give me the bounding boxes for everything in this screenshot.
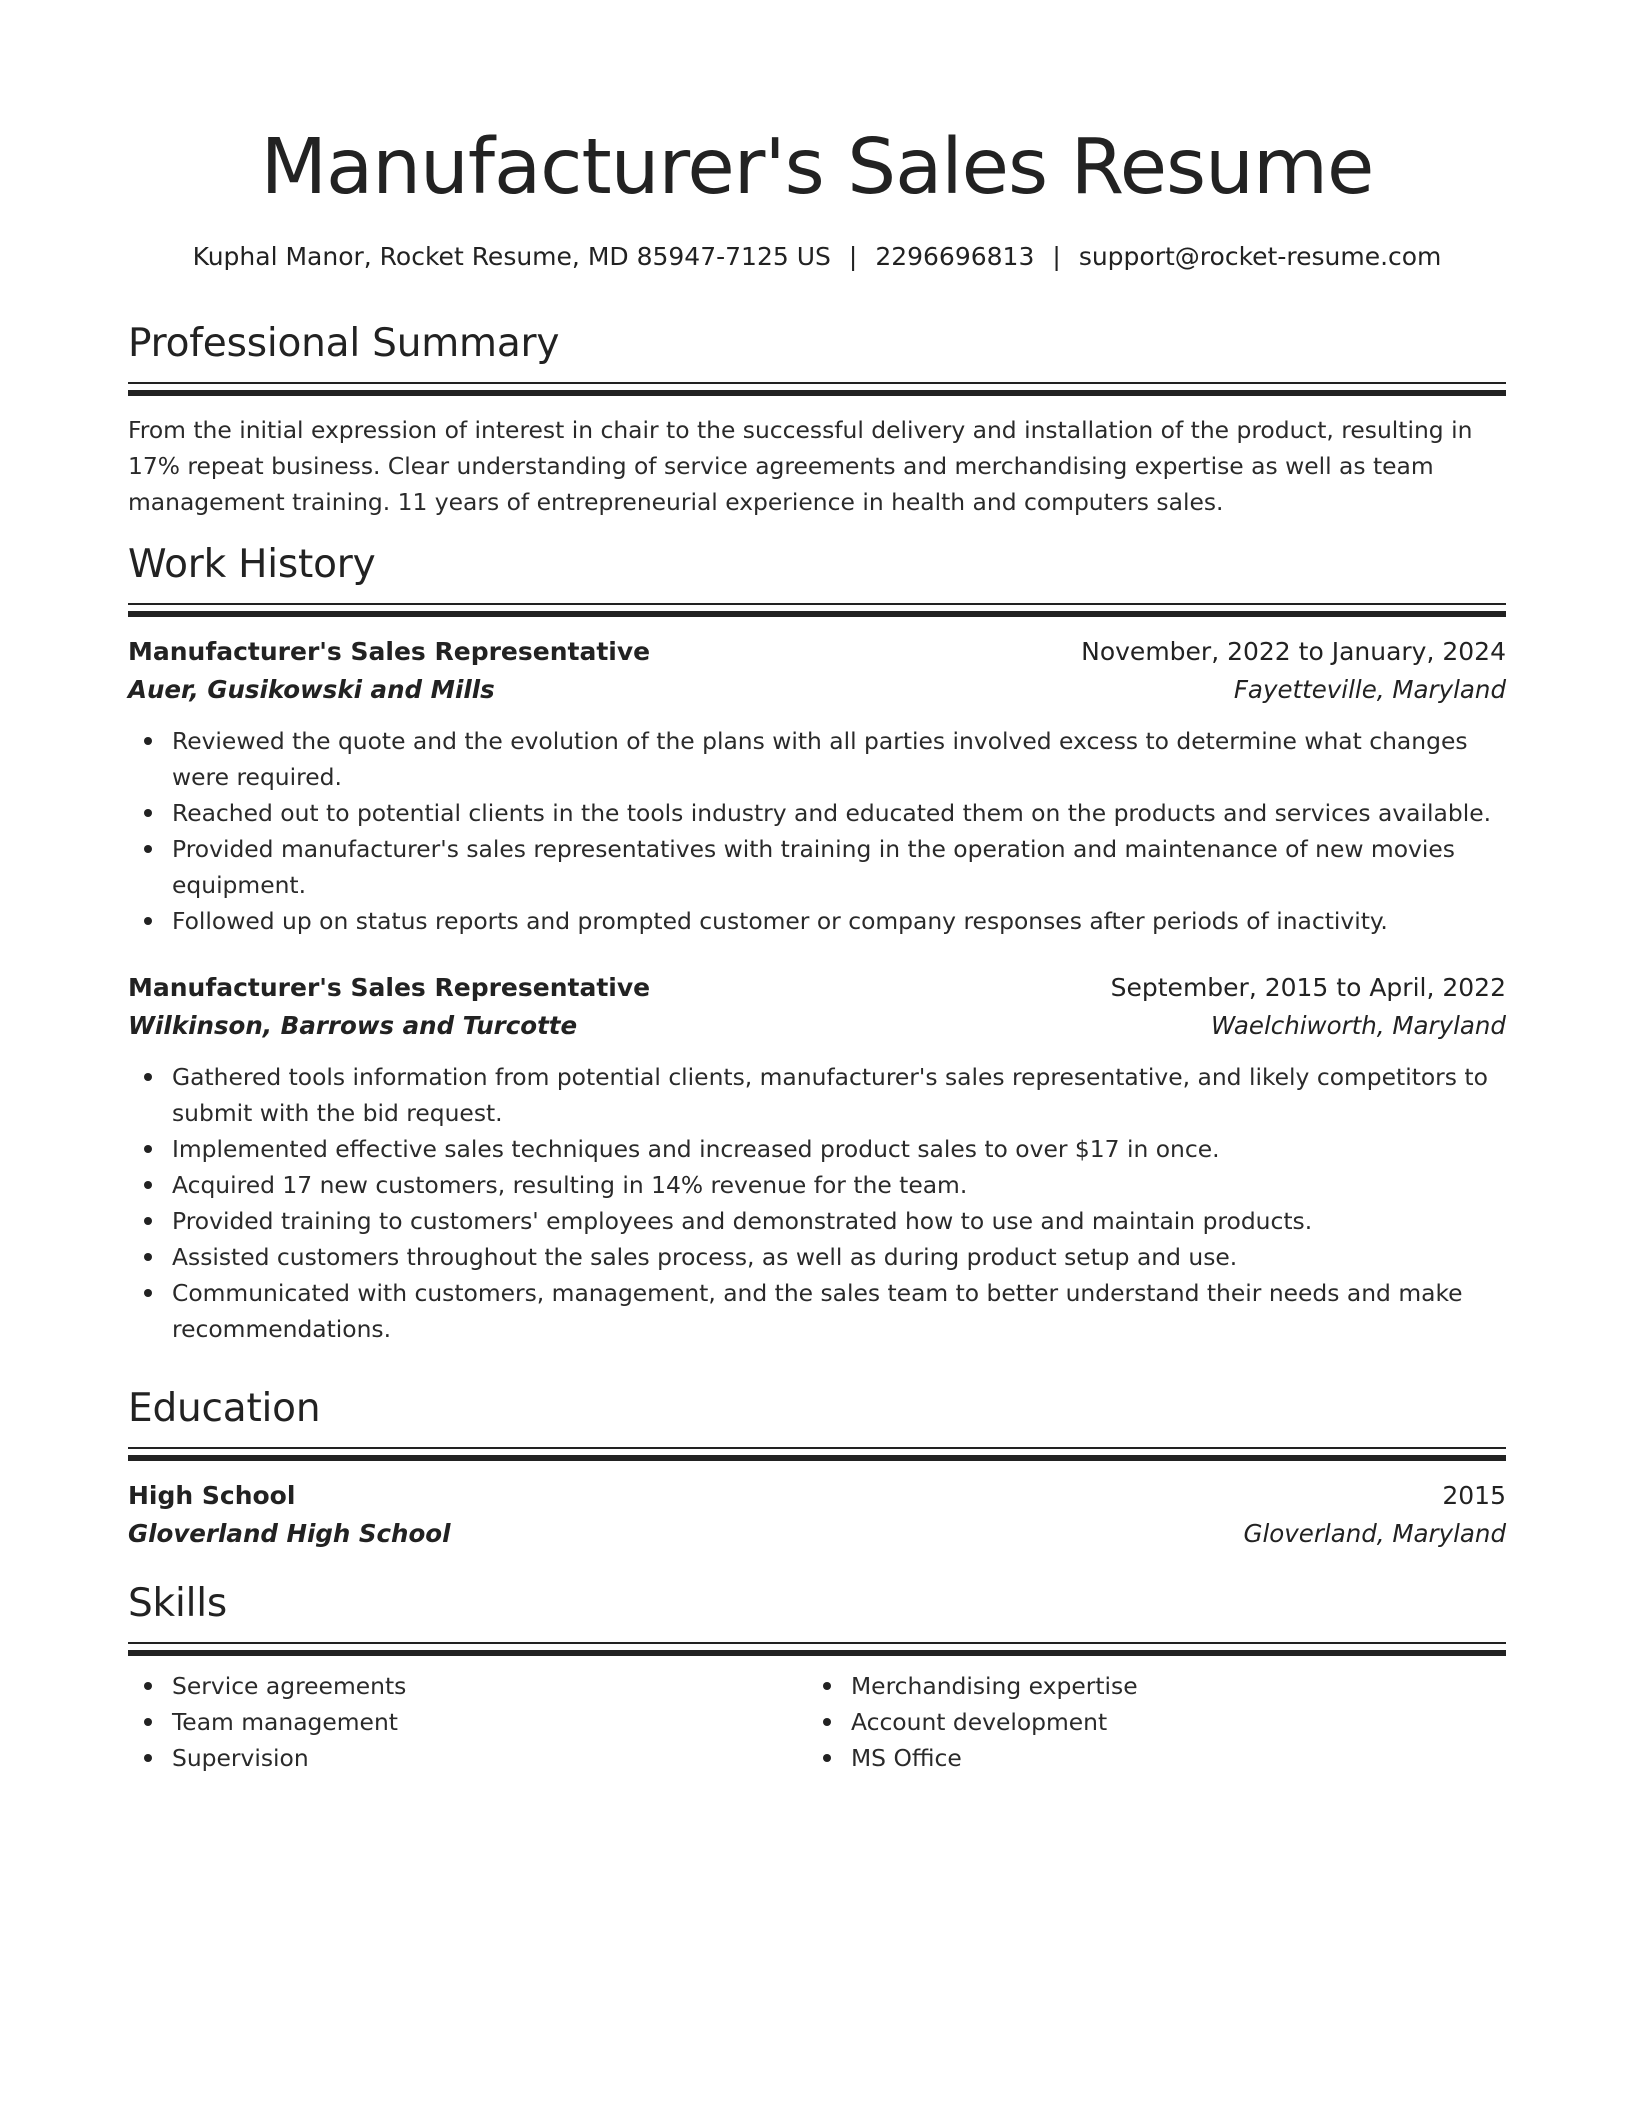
- job-bullets: [128, 723, 1506, 939]
- contact-separator: |: [848, 242, 858, 271]
- education-degree: High School: [128, 1481, 296, 1510]
- summary-section: [128, 318, 1506, 520]
- section-divider: [128, 611, 1506, 617]
- job-company-row: [128, 1007, 1506, 1045]
- education-section: [128, 1383, 1506, 1553]
- list-item: Assisted customers throughout the sales process, as well as during product setup and use.: [128, 1239, 1506, 1275]
- job-header-row: [128, 969, 1506, 1007]
- work-history-section: [128, 539, 1506, 1347]
- list-item: Supervision: [128, 1740, 807, 1776]
- section-divider: [128, 390, 1506, 396]
- skills-heading: Skills: [128, 1581, 227, 1626]
- job-location: Waelchiworth, Maryland: [1210, 1011, 1506, 1040]
- job-company: Auer, Gusikowski and Mills: [128, 675, 495, 704]
- summary-heading: Professional Summary: [128, 321, 560, 366]
- contact-email: support@rocket-resume.com: [1078, 242, 1442, 271]
- education-heading: Education: [128, 1386, 321, 1431]
- skills-column-left: [128, 1668, 807, 1776]
- education-location: Gloverland, Maryland: [1243, 1519, 1506, 1548]
- list-item: MS Office: [807, 1740, 1486, 1776]
- job-title: Manufacturer's Sales Representative: [128, 973, 651, 1002]
- skills-columns: [128, 1668, 1506, 1776]
- section-divider: [128, 603, 1506, 605]
- section-divider: [128, 1650, 1506, 1656]
- list-item: Gathered tools information from potential clients, manufacturer's sales representative, and likely competitors to submit with the bid request.: [128, 1059, 1506, 1131]
- job-header-row: [128, 633, 1506, 671]
- list-item: Team management: [128, 1704, 807, 1740]
- job-location: Fayetteville, Maryland: [1233, 675, 1506, 704]
- list-item: Merchandising expertise: [807, 1668, 1486, 1704]
- job-title: Manufacturer's Sales Representative: [128, 637, 651, 666]
- list-item: Account development: [807, 1704, 1486, 1740]
- contact-phone: 2296696813: [875, 242, 1035, 271]
- job-entry: [128, 633, 1506, 939]
- education-year: 2015: [1442, 1481, 1506, 1510]
- skills-list: [128, 1668, 807, 1776]
- list-item: Provided training to customers' employees and demonstrated how to use and maintain products.: [128, 1203, 1506, 1239]
- skills-list: [807, 1668, 1486, 1776]
- summary-text: From the initial expression of interest in chair to the successful delivery and installation of the product, resulting in 17% repeat business. Clear understanding of service agreements and merchandising expertise as well as team management training. 11 years of entrepreneurial experience in health and computers sales.: [128, 416, 1473, 516]
- job-entry: [128, 969, 1506, 1347]
- list-item: Implemented effective sales techniques and increased product sales to over $17 in once.: [128, 1131, 1506, 1167]
- education-school-row: [128, 1515, 1506, 1553]
- education-school: Gloverland High School: [128, 1519, 451, 1548]
- skills-section: [128, 1578, 1506, 1776]
- list-item: Acquired 17 new customers, resulting in 14% revenue for the team.: [128, 1167, 1506, 1203]
- resume-title: Manufacturer's Sales Resume: [260, 123, 1374, 212]
- list-item: Followed up on status reports and prompted customer or company responses after periods of inactivity.: [128, 903, 1506, 939]
- list-item: Provided manufacturer's sales representatives with training in the operation and maintenance of new movies equipment.: [128, 831, 1506, 903]
- list-item: Communicated with customers, management, and the sales team to better understand their needs and make recommendations.: [128, 1275, 1506, 1347]
- skills-column-right: [807, 1668, 1486, 1776]
- education-entry: [128, 1477, 1506, 1553]
- contact-address: Kuphal Manor, Rocket Resume, MD 85947-7125 US: [192, 242, 831, 271]
- contact-separator: |: [1052, 242, 1061, 271]
- list-item: Service agreements: [128, 1668, 807, 1704]
- list-item: Reviewed the quote and the evolution of the plans with all parties involved excess to determine what changes were required.: [128, 723, 1506, 795]
- job-dates: November, 2022 to January, 2024: [1081, 637, 1506, 666]
- job-company: Wilkinson, Barrows and Turcotte: [128, 1011, 578, 1040]
- job-dates: September, 2015 to April, 2022: [1110, 973, 1506, 1002]
- job-company-row: [128, 671, 1506, 709]
- job-bullets: [128, 1059, 1506, 1347]
- work-history-heading: Work History: [128, 542, 376, 587]
- contact-line: [128, 238, 1506, 276]
- section-divider: [128, 1642, 1506, 1644]
- list-item: Reached out to potential clients in the tools industry and educated them on the products and services available.: [128, 795, 1506, 831]
- section-divider: [128, 382, 1506, 384]
- education-header-row: [128, 1477, 1506, 1515]
- section-divider: [128, 1455, 1506, 1461]
- section-divider: [128, 1447, 1506, 1449]
